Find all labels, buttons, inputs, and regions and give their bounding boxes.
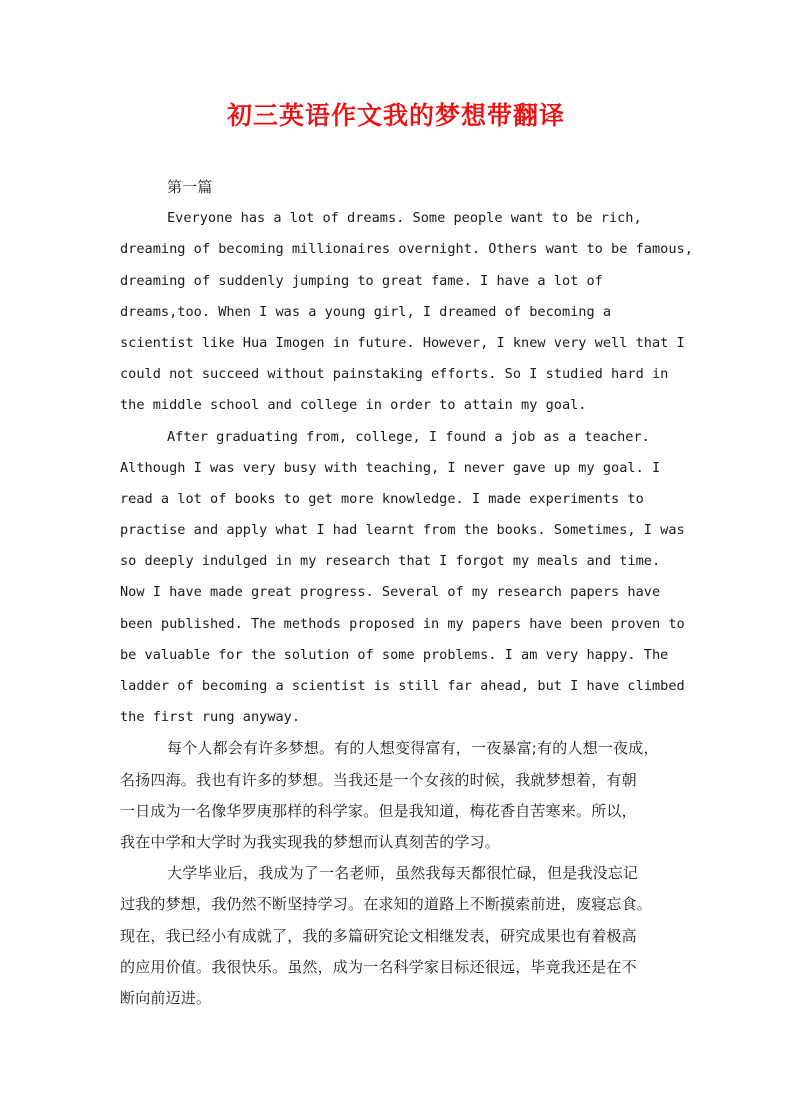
text-line: 现在，我已经小有成就了，我的多篇研究论文相继发表，研究成果也有着极高 (120, 926, 637, 945)
text-line: the first rung anyway. (120, 709, 301, 726)
text-line: Although I was very busy with teaching, I never gave up my goal. I (120, 459, 661, 476)
text-line: the middle school and college in order to attain my goal. (120, 397, 587, 414)
text-line: 我在中学和大学时为我实现我的梦想而认真刻苦的学习。 (120, 832, 501, 851)
text-line: could not succeed without painstaking efforts. So I studied hard in (120, 366, 669, 383)
text-line: dreaming of becoming millionaires overnight. Others want to be famous, (120, 241, 693, 258)
text-line: After graduating from, college, I found a job as a teacher. (167, 428, 650, 445)
text-line: scientist like Hua Imogen in future. However, I knew very well that I (120, 334, 685, 351)
text-line: 过我的梦想，我仍然不断坚持学习。在求知的道路上不断摸索前进，废寝忘食。 (120, 895, 653, 914)
document-body (120, 172, 693, 1014)
text-line: so deeply indulged in my research that I forgot my meals and time. (120, 553, 661, 570)
text-line: 的应用价值。我很快乐。虽然，成为一名科学家目标还很远，毕竟我还是在不 (120, 957, 637, 976)
text-line: dreaming of suddenly jumping to great fame. I have a lot of (120, 272, 603, 289)
text-line: 断向前迈进。 (120, 988, 212, 1007)
document-title: 初三英语作文我的梦想带翻译 (226, 101, 565, 130)
text-line: 名扬四海。我也有许多的梦想。当我还是一个女孩的时候，我就梦想着，有朝 (120, 770, 637, 789)
text-line: Now I have made great progress. Several of my research papers have (120, 584, 661, 601)
text-line: practise and apply what I had learnt from the books. Sometimes, I was (120, 522, 685, 539)
text-line: be valuable for the solution of some problems. I am very happy. The (120, 646, 669, 663)
text-line: 一日成为一名像华罗庚那样的科学家。但是我知道，梅花香自苦寒来。所以， (120, 801, 637, 820)
text-line: read a lot of books to get more knowledge. I made experiments to (120, 490, 644, 507)
text-line: ladder of becoming a scientist is still far ahead, but I have climbed (120, 678, 685, 694)
section-label: 第一篇 (167, 178, 213, 196)
text-line: 每个人都会有许多梦想。有的人想变得富有，一夜暴富;有的人想一夜成， (167, 739, 659, 758)
text-line: dreams,too. When I was a young girl, I dreamed of becoming a (120, 303, 612, 320)
text-line: Everyone has a lot of dreams. Some people want to be rich, (167, 210, 642, 227)
text-line: 大学毕业后，我成为了一名老师，虽然我每天都很忙碌，但是我没忘记 (167, 864, 639, 883)
text-line: been published. The methods proposed in my papers have been proven to (120, 615, 685, 632)
